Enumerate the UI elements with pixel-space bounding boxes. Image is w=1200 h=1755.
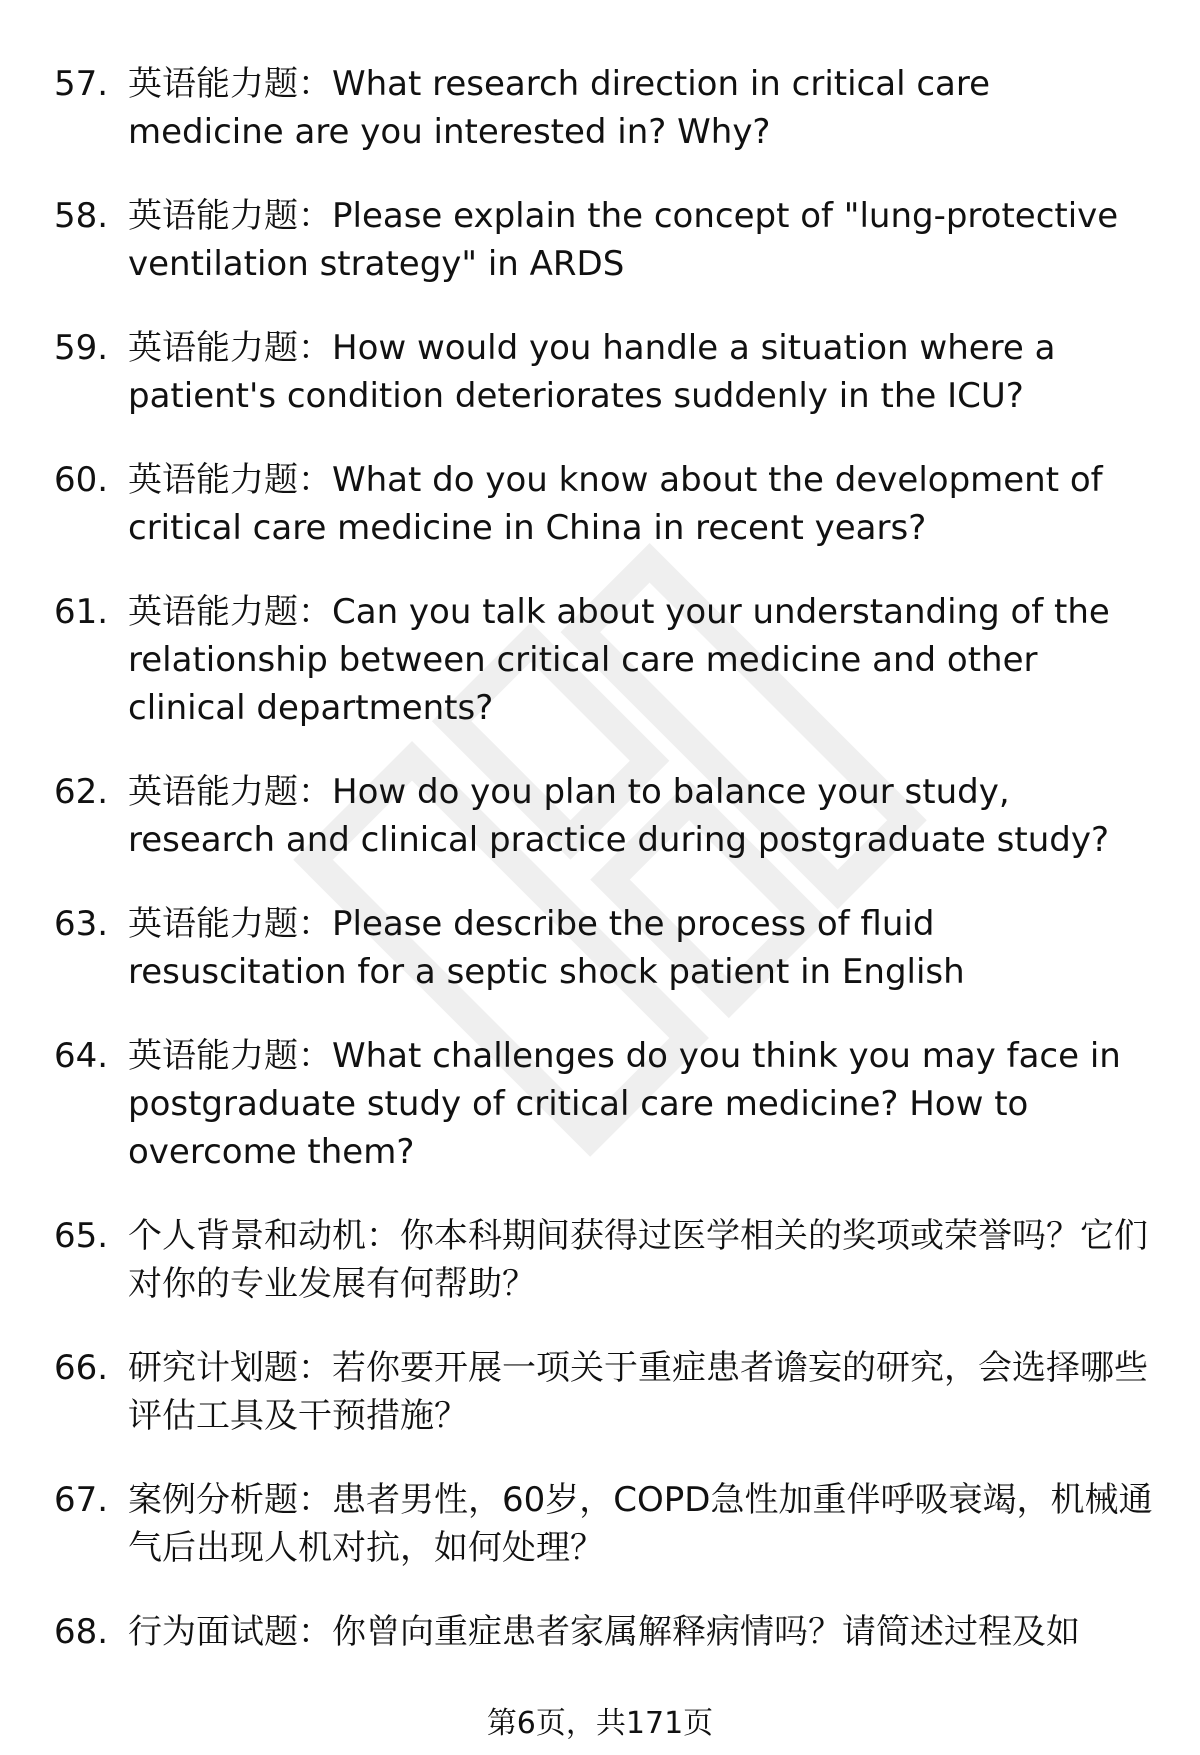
question-body: [128, 588, 1154, 732]
question-text: 你曾向重症患者家属解释病情吗？请简述过程及如: [332, 1612, 1080, 1652]
question-category: 个人背景和动机：: [128, 1216, 400, 1256]
question-number: 65.: [54, 1216, 109, 1256]
question-number: 67.: [54, 1480, 109, 1520]
question-item: [54, 1212, 1154, 1308]
question-text: 你本科期间获得过医学相关的奖项或荣誉吗？它们对你的专业发展有何帮助？: [128, 1216, 1148, 1304]
question-body: [128, 768, 1154, 864]
question-item: [54, 900, 1154, 996]
question-category: 英语能力题：: [128, 64, 332, 104]
page-footer: 第6页，共171页: [486, 1706, 714, 1741]
question-body: [128, 456, 1154, 552]
question-item: [54, 60, 1154, 156]
question-item: [54, 456, 1154, 552]
question-category: 英语能力题：: [128, 328, 332, 368]
question-category: 研究计划题：: [128, 1348, 332, 1388]
question-category: 英语能力题：: [128, 460, 332, 500]
question-number: 64.: [54, 1036, 109, 1076]
question-body: [128, 1608, 1154, 1656]
question-text: Please explain the concept of "lung-protective ventilation strategy" in ARDS: [128, 196, 1119, 284]
question-body: [128, 1212, 1154, 1308]
question-list: [54, 60, 1154, 1692]
question-number: 63.: [54, 904, 109, 944]
question-body: [128, 192, 1154, 288]
question-category: 英语能力题：: [128, 592, 332, 632]
question-body: [128, 60, 1154, 156]
question-item: [54, 588, 1154, 732]
question-category: 行为面试题：: [128, 1612, 332, 1652]
question-text: What research direction in critical care medicine are you interested in? Why?: [128, 64, 991, 152]
question-body: [128, 324, 1154, 420]
question-text: How do you plan to balance your study, research and clinical practice during postgraduate study?: [128, 772, 1110, 860]
question-text: What do you know about the development of critical care medicine in China in recent years?: [128, 460, 1103, 548]
question-text: 患者男性，60岁，COPD急性加重伴呼吸衰竭，机械通气后出现人机对抗，如何处理？: [128, 1480, 1153, 1568]
question-category: 案例分析题：: [128, 1480, 332, 1520]
question-text: How would you handle a situation where a patient's condition deteriorates suddenly in the ICU?: [128, 328, 1056, 416]
question-text: Please describe the process of fluid resuscitation for a septic shock patient in English: [128, 904, 965, 992]
question-item: [54, 192, 1154, 288]
question-item: [54, 1344, 1154, 1440]
question-body: [128, 1476, 1154, 1572]
question-number: 57.: [54, 64, 109, 104]
question-number: 60.: [54, 460, 109, 500]
question-category: 英语能力题：: [128, 1036, 332, 1076]
question-body: [128, 900, 1154, 996]
question-item: [54, 1608, 1154, 1656]
question-item: [54, 324, 1154, 420]
question-item: [54, 1032, 1154, 1176]
question-number: 58.: [54, 196, 109, 236]
question-number: 68.: [54, 1612, 109, 1652]
question-number: 61.: [54, 592, 109, 632]
question-text: 若你要开展一项关于重症患者谵妄的研究，会选择哪些评估工具及干预措施？: [128, 1348, 1148, 1436]
question-body: [128, 1032, 1154, 1176]
question-text: What challenges do you think you may face in postgraduate study of critical care medicine? How to overcome them?: [128, 1036, 1121, 1172]
question-number: 59.: [54, 328, 109, 368]
question-category: 英语能力题：: [128, 772, 332, 812]
question-category: 英语能力题：: [128, 904, 332, 944]
question-number: 66.: [54, 1348, 109, 1388]
question-item: [54, 1476, 1154, 1572]
question-item: [54, 768, 1154, 864]
question-text: Can you talk about your understanding of the relationship between critical care medicine and other clinical departments?: [128, 592, 1110, 728]
question-category: 英语能力题：: [128, 196, 332, 236]
question-number: 62.: [54, 772, 109, 812]
question-body: [128, 1344, 1154, 1440]
